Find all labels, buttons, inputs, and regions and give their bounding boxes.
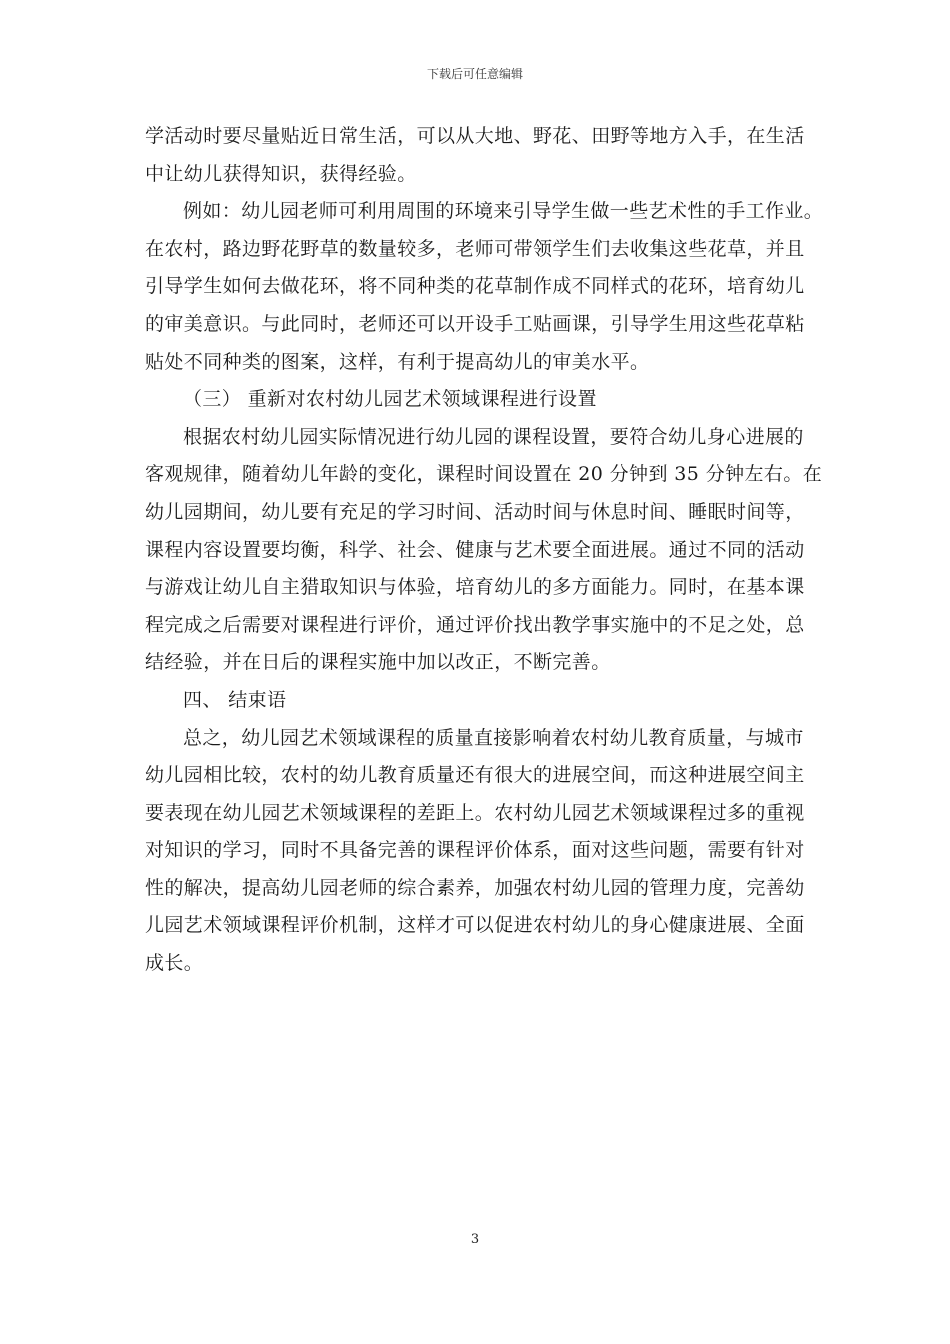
section-heading: 四、 结束语 — [183, 688, 287, 711]
page-number: 3 — [470, 1232, 480, 1247]
paragraph-line: 成长。 — [145, 952, 204, 975]
paragraph-line: 要表现在幼儿园艺术领域课程的差距上。农村幼儿园艺术领域课程过多的重视 — [145, 801, 805, 824]
paragraph-line: 中让幼儿获得知识，获得经验。 — [145, 162, 417, 185]
paragraph-line: 课程内容设置要均衡，科学、社会、健康与艺术要全面进展。通过不同的活动 — [145, 538, 805, 561]
section-heading: （三） 重新对农村幼儿园艺术领域课程进行设置 — [183, 388, 597, 411]
paragraph-line: 贴处不同种类的图案，这样，有利于提高幼儿的审美水平。 — [145, 350, 650, 373]
page-header: 下载后可任意编辑 — [426, 67, 523, 81]
paragraph-line: 引导学生如何去做花环，将不同种类的花草制作成不同样式的花环，培育幼儿 — [145, 275, 805, 298]
paragraph-line: 客观规律，随着幼儿年龄的变化，课程时间设置在 20 分钟到 35 分钟左右。在 — [145, 463, 823, 486]
paragraph-line: 在农村，路边野花野草的数量较多，老师可带领学生们去收集这些花草，并且 — [145, 237, 805, 260]
paragraph-line: 例如：幼儿园老师可利用周围的环境来引导学生做一些艺术性的手工作业。 — [183, 200, 824, 223]
paragraph-line: 性的解决，提高幼儿园老师的综合素养，加强农村幼儿园的管理力度，完善幼 — [145, 876, 805, 899]
paragraph-line: 幼儿园期间，幼儿要有充足的学习时间、活动时间与休息时间、睡眠时间等， — [145, 500, 805, 523]
paragraph-line: 对知识的学习，同时不具备完善的课程评价体系，面对这些问题，需要有针对 — [145, 839, 805, 862]
paragraph-line: 根据农村幼儿园实际情况进行幼儿园的课程设置，要符合幼儿身心进展的 — [183, 425, 804, 448]
paragraph-line: 儿园艺术领域课程评价机制，这样才可以促进农村幼儿的身心健康进展、全面 — [145, 914, 805, 937]
paragraph-line: 幼儿园相比较，农村的幼儿教育质量还有很大的进展空间，而这种进展空间主 — [145, 764, 805, 787]
paragraph-line: 的审美意识。与此同时，老师还可以开设手工贴画课，引导学生用这些花草粘 — [145, 312, 805, 335]
paragraph-line: 与游戏让幼儿自主猎取知识与体验，培育幼儿的多方面能力。同时，在基本课 — [145, 576, 805, 599]
paragraph-line: 结经验，并在日后的课程实施中加以改正，不断完善。 — [145, 651, 611, 674]
paragraph-line: 程完成之后需要对课程进行评价，通过评价找出教学事实施中的不足之处，总 — [145, 613, 805, 636]
paragraph-line: 总之，幼儿园艺术领域课程的质量直接影响着农村幼儿教育质量，与城市 — [183, 726, 804, 749]
paragraph-line: 学活动时要尽量贴近日常生活，可以从大地、野花、田野等地方入手，在生活 — [145, 125, 805, 147]
document-body — [145, 118, 824, 983]
